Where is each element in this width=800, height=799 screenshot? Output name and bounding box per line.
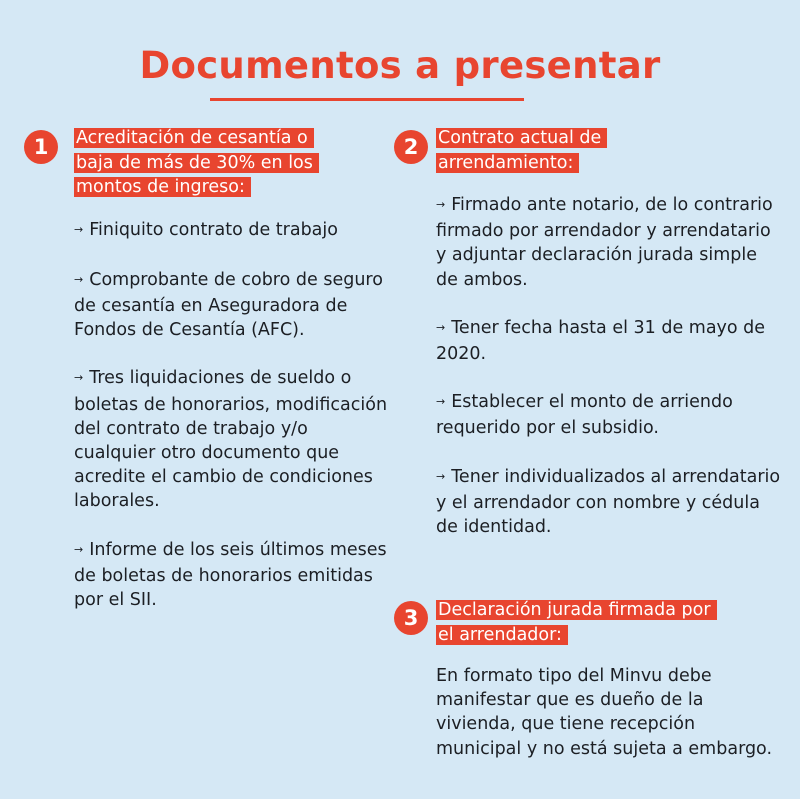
list-item: → Tener individualizados al arrendatario y el arrendador con nombre y cédula de identidad. (436, 466, 781, 538)
list-item: → Tres liquidaciones de sueldo o boletas de honorarios, modificación del contrato de trabajo y/o cualquier otro documento que acredite el cambio de condiciones laborales. (74, 368, 388, 512)
section-2-list (436, 193, 781, 539)
section-2-heading (436, 126, 781, 175)
title-underline (210, 98, 524, 101)
arrow-right-icon: → (74, 222, 84, 236)
arrow-right-icon: → (436, 320, 446, 334)
arrow-right-icon: → (74, 542, 84, 556)
arrow-right-icon: → (436, 198, 446, 211)
section-2-heading-line: Contrato actual de (436, 128, 607, 148)
section-1 (74, 126, 394, 636)
list-item: → Comprobante de cobro de seguro de cesantía en Aseguradora de Fondos de Cesantía (AFC). (74, 269, 383, 341)
arrow-right-icon: → (436, 469, 446, 483)
section-1-heading-line: montos de ingreso: (74, 177, 251, 197)
section-3-heading-line: Declaración jurada firmada por (436, 600, 717, 620)
arrow-right-icon: → (436, 395, 446, 409)
section-3 (436, 598, 781, 761)
section-1-heading-line: baja de más de 30% en los (74, 153, 319, 173)
page-title: Documentos a presentar (139, 44, 661, 87)
arrow-right-icon: → (74, 371, 84, 385)
list-item: → Firmado ante notario, de lo contrario firmado por arrendador y arrendatario y adjuntar declaración jurada simple de ambos. (436, 195, 773, 290)
arrow-right-icon: → (74, 272, 84, 286)
list-item: → Finiquito contrato de trabajo (74, 219, 338, 240)
section-3-number-badge: 3 (394, 601, 428, 635)
section-1-heading-line: Acreditación de cesantía o (74, 128, 314, 148)
list-item: → Establecer el monto de arriendo requerido por el subsidio. (436, 392, 733, 439)
section-2-heading-line: arrendamiento: (436, 153, 579, 173)
section-3-heading-line: el arrendador: (436, 625, 568, 645)
section-1-number-badge: 1 (24, 130, 58, 164)
list-item: → Informe de los seis últimos meses de boletas de honorarios emitidas por el SII. (74, 539, 387, 610)
section-1-list (74, 218, 394, 613)
section-2-number-badge: 2 (394, 130, 428, 164)
section-1-heading (74, 126, 394, 200)
section-3-paragraph: En formato tipo del Minvu debe manifestar que es dueño de la vivienda, que tiene recepción municipal y no está sujeta a embargo. (436, 666, 773, 759)
section-3-heading (436, 598, 781, 647)
section-2 (436, 126, 781, 563)
list-item: → Tener fecha hasta el 31 de mayo de 2020. (436, 317, 766, 365)
